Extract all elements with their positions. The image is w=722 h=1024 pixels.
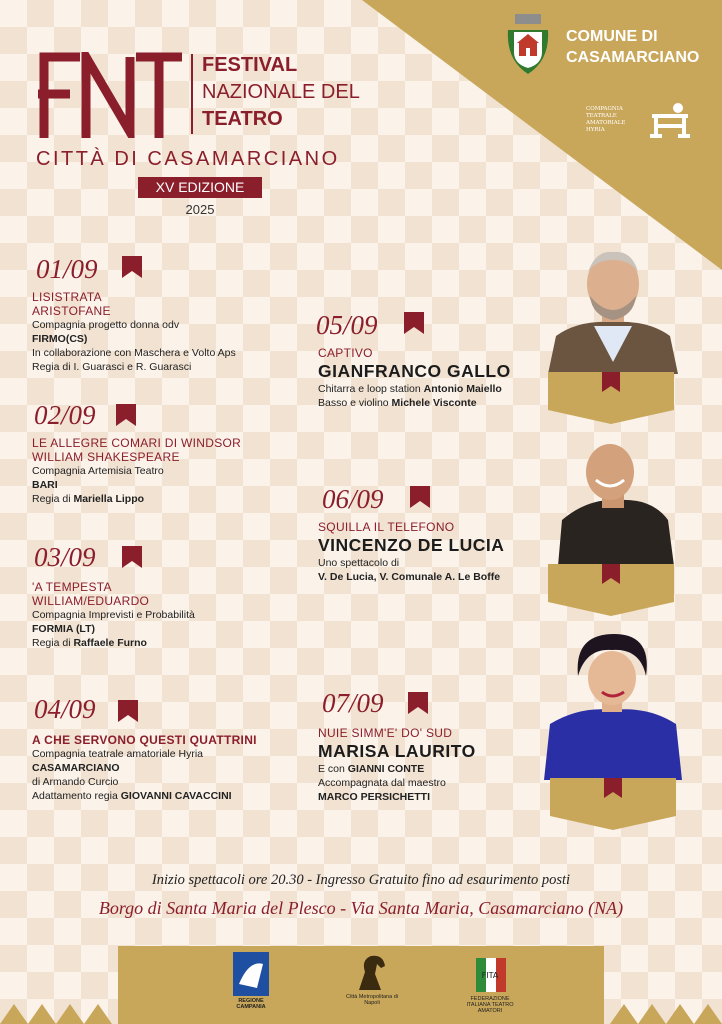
event-city: BARI bbox=[32, 479, 58, 491]
event-0209 bbox=[34, 400, 96, 430]
hyria-mask-icon bbox=[648, 102, 692, 138]
comune-line-1: COMUNE DI bbox=[566, 28, 658, 45]
fita-icon bbox=[470, 954, 510, 994]
event-company: Compagnia Artemisia Teatro bbox=[32, 465, 164, 477]
bookmark-icon bbox=[410, 486, 430, 508]
photo-pedestal bbox=[548, 372, 674, 424]
event-musician: Michele Visconte bbox=[391, 397, 477, 409]
event-0509-details bbox=[318, 346, 548, 410]
city-title: CITTÀ DI CASAMARCIANO bbox=[36, 148, 340, 170]
event-city: FIRMO(CS) bbox=[32, 333, 88, 345]
artist-photo-gallo bbox=[548, 244, 678, 374]
bookmark-icon bbox=[118, 700, 138, 722]
event-date: 01/09 bbox=[36, 254, 98, 284]
event-author: WILLIAM/EDUARDO bbox=[32, 594, 150, 608]
info-schedule: Inizio spettacoli ore 20.30 - Ingresso Gratuito fino ad esaurimento posti bbox=[151, 872, 571, 888]
event-musician: Antonio Maiello bbox=[423, 383, 502, 395]
event-artist: VINCENZO DE LUCIA bbox=[318, 535, 505, 555]
bookmark-icon bbox=[404, 312, 424, 334]
event-0109-details bbox=[32, 290, 292, 374]
event-regia-label: Regia di bbox=[32, 493, 74, 505]
edition-year: 2025 bbox=[185, 202, 215, 217]
event-regia-label: Adattamento regia bbox=[32, 790, 121, 802]
fita-logo bbox=[464, 954, 516, 1014]
comune-title bbox=[566, 26, 706, 68]
event-maestro-name: MARCO PERSICHETTI bbox=[318, 791, 431, 803]
citta-metropolitana-logo bbox=[342, 952, 402, 1006]
event-0309 bbox=[34, 542, 96, 572]
logo-divider bbox=[191, 54, 193, 134]
info-venue: Borgo di Santa Maria del Plesco - Via Santa Maria, Casamarciano (NA) bbox=[98, 898, 624, 918]
event-author: di Armando Curcio bbox=[32, 776, 119, 788]
event-regia-name: Mariella Lippo bbox=[73, 493, 145, 505]
citta-metropolitana-label: Città Metropolitana di Napoli bbox=[346, 994, 398, 1006]
event-author: WILLIAM SHAKESPEARE bbox=[32, 450, 180, 464]
event-maestro-label: Accompagnata dal maestro bbox=[318, 777, 446, 789]
event-regia-name: GIOVANNI CAVACCINI bbox=[120, 790, 232, 802]
event-guest-name: GIANNI CONTE bbox=[347, 763, 425, 775]
fnt-logo bbox=[36, 52, 186, 138]
casamarciano-crest-icon bbox=[502, 12, 554, 80]
festival-line-1: FESTIVAL bbox=[202, 54, 298, 76]
event-0709-details bbox=[318, 726, 548, 804]
event-credit-label: Uno spettacolo di bbox=[318, 557, 400, 569]
event-date: 05/09 bbox=[316, 310, 378, 340]
event-city: FORMIA (LT) bbox=[32, 623, 95, 635]
event-date: 02/09 bbox=[34, 400, 96, 430]
photo-pedestal bbox=[548, 564, 674, 616]
event-0509 bbox=[316, 310, 378, 340]
festival-line-3: TEATRO bbox=[202, 108, 283, 130]
event-0609-details bbox=[318, 520, 548, 584]
event-artist: GIANFRANCO GALLO bbox=[318, 361, 511, 381]
event-author: ARISTOFANE bbox=[32, 304, 111, 318]
regione-campania-logo bbox=[224, 952, 278, 1010]
event-regia-name: Raffaele Furno bbox=[73, 637, 147, 649]
photo-pedestal bbox=[550, 778, 676, 830]
hyria-text: COMPAGNIA TEATRALE AMATORIALE HYRIA bbox=[586, 106, 626, 133]
horse-icon bbox=[355, 952, 389, 992]
event-regia: Regia di I. Guarasci e R. Guarasci bbox=[32, 361, 192, 373]
event-date: 03/09 bbox=[34, 542, 96, 572]
event-date: 04/09 bbox=[34, 694, 96, 724]
event-city: CASAMARCIANO bbox=[32, 762, 120, 774]
event-title: A CHE SERVONO QUESTI QUATTRINI bbox=[32, 733, 257, 747]
festival-line-2: NAZIONALE DEL bbox=[202, 81, 360, 103]
bookmark-icon bbox=[116, 404, 136, 426]
event-collab: In collaborazione con Maschera e Volto Aps bbox=[32, 347, 236, 359]
event-0109 bbox=[36, 254, 98, 284]
event-date: 06/09 bbox=[322, 484, 384, 514]
event-credit-names: V. De Lucia, V. Comunale A. Le Boffe bbox=[318, 571, 501, 583]
event-0409 bbox=[34, 694, 96, 724]
footer-band bbox=[118, 946, 604, 1024]
event-role: Chitarra e loop station bbox=[318, 383, 424, 395]
event-title: CAPTIVO bbox=[318, 346, 373, 360]
artist-photo-de-lucia bbox=[548, 440, 678, 566]
event-title: NUIE SIMM'E' DO' SUD bbox=[318, 726, 453, 740]
bookmark-icon bbox=[122, 546, 142, 568]
comune-line-2: CASAMARCIANO bbox=[566, 49, 700, 66]
event-0709 bbox=[322, 688, 384, 718]
festival-title bbox=[202, 52, 360, 133]
artist-photo-laurito bbox=[544, 630, 682, 780]
event-role: Basso e violino bbox=[318, 397, 392, 409]
fita-emblem-text: FITA bbox=[481, 971, 499, 980]
event-regia-label: Regia di bbox=[32, 637, 74, 649]
event-artist: MARISA LAURITO bbox=[318, 741, 476, 761]
hyria-logo bbox=[586, 96, 696, 142]
event-company: Compagnia progetto donna odv bbox=[32, 319, 180, 331]
regione-campania-icon bbox=[233, 952, 269, 996]
event-date: 07/09 bbox=[322, 688, 384, 718]
regione-campania-label: REGIONE CAMPANIA bbox=[236, 998, 266, 1010]
event-0609 bbox=[322, 484, 384, 514]
bookmark-icon bbox=[122, 256, 142, 278]
event-company: Compagnia Imprevisti e Probabilità bbox=[32, 609, 195, 621]
edition-badge: XV EDIZIONE bbox=[138, 177, 262, 198]
bookmark-icon bbox=[408, 692, 428, 714]
event-0209-details bbox=[32, 436, 312, 506]
event-title: SQUILLA IL TELEFONO bbox=[318, 520, 455, 534]
event-company: Compagnia teatrale amatoriale Hyria bbox=[32, 748, 203, 760]
event-0309-details bbox=[32, 580, 292, 650]
event-title: LE ALLEGRE COMARI DI WINDSOR bbox=[32, 436, 242, 450]
event-title: 'A TEMPESTA bbox=[32, 580, 112, 594]
fita-label: FEDERAZIONE ITALIANA TEATRO AMATORI bbox=[466, 996, 514, 1014]
event-title: LISISTRATA bbox=[32, 290, 102, 304]
event-guest-label: E con bbox=[318, 763, 348, 775]
event-0409-details bbox=[32, 733, 312, 803]
